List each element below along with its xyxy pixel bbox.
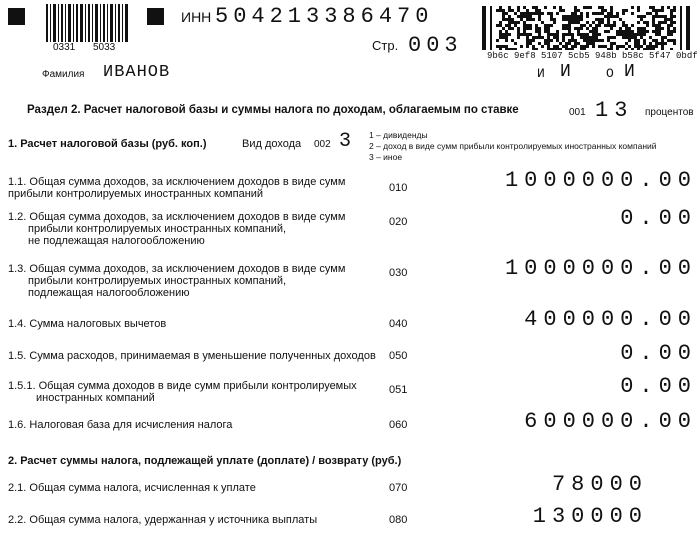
inn-value: 504213386470 [215,4,434,29]
top-barcode [46,4,130,44]
row-code: 010 [389,182,408,194]
row-label: 1.2. Общая сумма доходов, за исключением доходов в виде сумм прибыли контролируемых иностранных компаний, не подлежащая налогообложению [8,211,346,247]
legend-item-1: 1 – дивиденды [369,130,428,140]
legend-item-2: 2 – доход в виде сумм прибыли контролируемых иностранных компаний [369,141,657,151]
row-value: 1000000.00 [504,168,697,193]
row-value: 0.00 [620,374,697,399]
row-value: 130000 [532,504,648,529]
page-value: 003 [408,33,463,58]
row-value: 400000.00 [524,307,697,332]
qr-text: 9b6c 9ef8 5107 5cb5 948b b58c 5f47 0bdf [487,51,698,61]
legend-item-3: 3 – иное [369,152,403,162]
row-code: 060 [389,419,408,431]
barcode-number-2: 5033 [93,42,116,53]
income-type-label: Вид дохода [242,138,302,150]
section-2-title: Раздел 2. Расчет налоговой базы и суммы налога по доходам, облагаемым по ставке [27,104,519,116]
qr-code [482,6,690,50]
income-type-value: 3 [339,130,352,153]
row-value: 0.00 [620,206,697,231]
row-code: 050 [389,350,408,362]
row-label: 1.1. Общая сумма доходов, за исключением доходов в виде сумм прибыли контролируемых иностранных компаний [8,176,346,200]
rate-value: 13 [595,98,634,123]
row-label: 2.2. Общая сумма налога, удержанная у источника выплаты [8,514,318,526]
row-code: 040 [389,318,408,330]
income-type-code: 002 [314,139,331,150]
row-label: 1.5. Сумма расходов, принимаемая в уменьшение полученных доходов [8,350,376,362]
rate-unit: процентов [645,107,694,118]
rate-code: 001 [569,107,586,118]
row-value: 1000000.00 [504,256,697,281]
row-code: 020 [389,216,408,228]
row-label: 1.3. Общая сумма доходов, за исключением доходов в виде сумм прибыли контролируемых иностранных компаний, подлежащая налогообложению [8,263,346,299]
page-label: Стр. [372,38,399,53]
row-code: 070 [389,482,408,494]
row-value: 600000.00 [524,409,697,434]
row-label: 1.4. Сумма налоговых вычетов [8,318,167,330]
barcode-number-1: 0331 [53,42,76,53]
part-2-title: 2. Расчет суммы налога, подлежащей уплате (доплате) / возврату (руб.) [8,455,402,467]
row-code: 080 [389,514,408,526]
surname-value: ИВАНОВ [103,63,171,82]
row-value: 0.00 [620,341,697,366]
part-1-title: 1. Расчет налоговой базы (руб. коп.) [8,138,207,150]
row-label: 1.6. Налоговая база для исчисления налога [8,419,233,431]
row-code: 051 [389,384,408,396]
initial-3: О [606,66,614,81]
row-value: 78000 [551,472,648,497]
row-label: 1.5.1. Общая сумма доходов в виде сумм прибыли контролируемых иностранных компаний [8,380,357,404]
registration-mark-middle [147,8,164,25]
income-type-legend [369,130,657,163]
initial-1: И [537,66,545,81]
initial-2: И [560,62,571,82]
row-label: 2.1. Общая сумма налога, исчисленная к уплате [8,482,256,494]
initial-4: И [624,62,635,82]
surname-label: Фамилия [42,69,85,80]
inn-label: ИНН [181,9,212,25]
row-code: 030 [389,267,408,279]
registration-mark-left [8,8,25,25]
